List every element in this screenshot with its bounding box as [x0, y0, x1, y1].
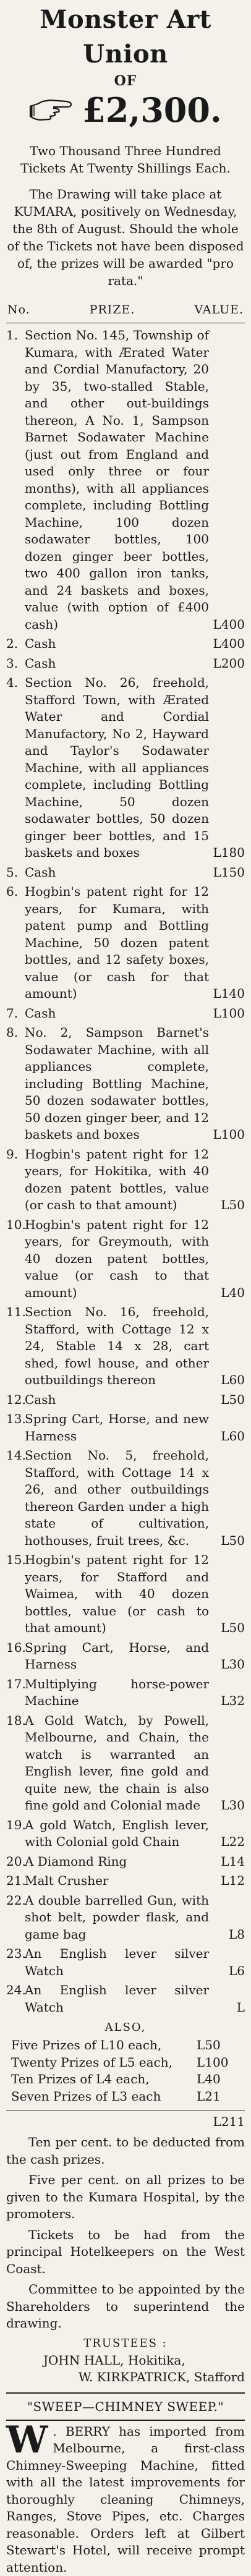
prize-description: A gold Watch, English lever, with Colonial gold Chain [25, 1817, 209, 1851]
drop-cap: W [6, 2425, 48, 2455]
prize-number: 4. [6, 674, 25, 862]
sweep-body [6, 2423, 245, 2576]
prize-number: 11. [6, 1304, 25, 1389]
additional-prize-label: Five Prizes of L10 each, [11, 2037, 197, 2054]
prize-description: Section No. 26, freehold, Stafford Town, with Ærated Water and Cordial Manufactory, No 2, Hayward and Taylor's Sodawater Machine, with all appliances complete, including Bottling Machine, 50 dozen sodawater bottles, 50 dozen ginger beer bottles, and 15 baskets and boxes [25, 674, 209, 862]
prize-number: 22. [6, 1892, 25, 1944]
prize-item [6, 864, 245, 882]
additional-prize-value: L50 [197, 2037, 221, 2054]
prize-item [6, 883, 245, 1003]
prize-number: 14. [6, 1447, 25, 1549]
prize-number: 7. [6, 1005, 25, 1022]
pointing-hand-icon [29, 98, 74, 122]
prize-number: 19. [6, 1817, 25, 1851]
prize-description: Spring Cart, Horse, and new Harness [25, 1411, 209, 1445]
prize-value: L40 [209, 1285, 245, 1302]
additional-prize-label: Twenty Prizes of L5 each, [11, 2054, 197, 2072]
prize-description: Cash [25, 635, 209, 653]
prize-item [6, 1872, 245, 1890]
prize-item [6, 1892, 245, 1944]
prize-number: 15. [6, 1552, 25, 1637]
prize-item [6, 1447, 245, 1549]
prize-value: L60 [209, 1372, 245, 1389]
prize-number: 13. [6, 1411, 25, 1445]
prize-value: L22 [209, 1834, 245, 1851]
trustee-kirkpatrick: W. KIRKPATRICK, Stafford [6, 2369, 245, 2386]
prize-description: Multiplying horse-power Machine [25, 1676, 209, 1710]
prize-value: L32 [209, 1693, 245, 1710]
prize-number: 6. [6, 883, 25, 1003]
prize-number: 5. [6, 864, 25, 882]
additional-prize-label: Ten Prizes of L4 each, [11, 2071, 197, 2088]
prize-description: Cash [25, 1392, 209, 1409]
trustees-heading: TRUSTEES : [6, 2335, 245, 2352]
prize-description: Hogbin's patent right for 12 years, for Greymouth, with 40 dozen patent bottles, value (or cash to that amount) [25, 1217, 209, 1302]
prize-value: L30 [209, 1797, 245, 1814]
prize-number: 24. [6, 1982, 25, 2016]
prize-description: Hogbin's patent right for 12 years, for Stafford and Waimea, with 40 dozen bottles, value (or cash to that amount) [25, 1552, 209, 1637]
prize-number: 10. [6, 1217, 25, 1302]
additional-prize-row [6, 2037, 245, 2054]
prize-number: 18. [6, 1712, 25, 1814]
prize-value: L100 [209, 1005, 245, 1022]
prize-item [6, 1552, 245, 1637]
prize-description: Hogbin's patent right for 12 years, for Hokitika, with 40 dozen patent bottles, value (or cash to that amount) [25, 1146, 209, 1214]
prize-item [6, 1024, 245, 1144]
also-heading: ALSO, [6, 2018, 245, 2037]
note-tickets: Tickets to be had from the principal Hotelkeepers on the West Coast. [6, 2227, 245, 2278]
prize-description: Malt Crusher [25, 1872, 209, 1890]
prize-description: Section No. 145, Township of Kumara, with Ærated Water and Cordial Manufactory, 20 by 35, two-stalled Stable, and other out-buildings thereon, A No. 1, Sampson Barnet Sodawater Machine (just out from England and used only three or four months), with all appliances complete, including Bottling Machine, 100 dozen sodawater bottles, 100 dozen ginger beer bottles, two 400 gallon iron tanks, and 24 baskets and boxes, value (with option of £400 cash) [25, 327, 209, 633]
prize-list [6, 327, 245, 2016]
column-prize: PRIZE. [90, 300, 135, 319]
title-of: OF [6, 72, 245, 90]
prize-value: L100 [209, 1126, 245, 1144]
prize-item [6, 1712, 245, 1814]
prize-value: L60 [209, 1428, 245, 1445]
sweep-divider [6, 2420, 245, 2421]
prize-value: L50 [209, 1532, 245, 1550]
prize-item [6, 674, 245, 862]
prize-number: 1. [6, 327, 25, 633]
note-hospital: Five per cent. on all prizes to be given to the Kumara Hospital, by the promoters. [6, 2172, 245, 2223]
prize-number: 21. [6, 1872, 25, 1890]
section-divider [6, 2392, 245, 2394]
prize-value: L [209, 1999, 245, 2017]
prize-amount: £2,300. [82, 90, 221, 130]
column-no: No. [7, 300, 30, 319]
prize-item [6, 1146, 245, 1214]
additional-prize-row [6, 2071, 245, 2088]
prize-number: 3. [6, 655, 25, 673]
prize-value: L50 [209, 1392, 245, 1409]
prize-value: L180 [209, 844, 245, 862]
prize-description: Spring Cart, Horse, and Harness [25, 1639, 209, 1673]
column-value: VALUE. [194, 300, 244, 319]
drawing-info: The Drawing will take place at KUMARA, positively on Wednesday, the 8th of August. Should the whole of the Tickets not have been disposed of, the prizes will be awarded "pro rata." [6, 185, 245, 289]
prize-description: An English lever silver Watch [25, 1945, 209, 1979]
prize-description: A double barrelled Gun, with shot belt, powder flask, and game bag [25, 1892, 209, 1944]
additional-prize-value: L21 [197, 2088, 221, 2106]
prize-value: L50 [209, 1197, 245, 1214]
prize-number: 8. [6, 1024, 25, 1144]
prize-item [6, 1853, 245, 1871]
page-title: Monster Art Union [6, 0, 245, 72]
prize-description: An English lever silver Watch [25, 1982, 209, 2016]
prize-description: Cash [25, 864, 209, 882]
prize-description: Hogbin's patent right for 12 years, for Kumara, with patent pump and Bottling Machine, 50 dozen patent bottles, and 12 safety boxes, value (or cash for that amount) [25, 883, 209, 1003]
additional-prize-value: L100 [197, 2054, 228, 2072]
prize-description: Section No. 5, freehold, Stafford, with Cottage 14 x 26, and other outbuildings thereon Garden under a high state of cultivation, hothouses, fruit trees, &c. [25, 1447, 209, 1549]
prize-item [6, 655, 245, 673]
prize-number: 12. [6, 1392, 25, 1409]
note-committee: Committee to be appointed by the Shareholders to superintend the drawing. [6, 2281, 245, 2332]
prize-number: 17. [6, 1676, 25, 1710]
prize-value: L6 [209, 1963, 245, 1980]
prize-item [6, 1817, 245, 1851]
trustee-hall: JOHN HALL, Hokitika, [6, 2352, 245, 2370]
prize-value: L200 [209, 655, 245, 673]
prize-table-header [6, 300, 245, 319]
additional-prize-value: L40 [197, 2071, 221, 2088]
prize-number: 9. [6, 1146, 25, 1214]
prize-value: L14 [209, 1853, 245, 1871]
prize-value: L30 [209, 1656, 245, 1673]
prize-description: Section No. 16, freehold, Stafford, with Cottage 12 x 24, Stable 14 x 28, cart shed, fowl house, and other outbuildings thereon [25, 1304, 209, 1389]
prize-number: 23. [6, 1945, 25, 1979]
prize-item [6, 327, 245, 633]
additional-prizes [6, 2037, 245, 2105]
prize-item [6, 1217, 245, 1302]
prize-item [6, 1005, 245, 1022]
prize-value: L150 [209, 864, 245, 882]
prize-number: 2. [6, 635, 25, 653]
prize-item [6, 1392, 245, 1409]
prize-value: L50 [209, 1620, 245, 1637]
prize-number: 16. [6, 1639, 25, 1673]
prize-value: L400 [209, 635, 245, 653]
prize-description: Cash [25, 1005, 209, 1022]
prize-description: No. 2, Sampson Barnet's Sodawater Machine, with all appliances complete, including Bottling Machine, 50 dozen sodawater bottles, 50 dozen ginger beer, and 12 baskets and boxes [25, 1024, 209, 1144]
prize-item [6, 1639, 245, 1673]
additional-prize-label: Seven Prizes of L3 each [11, 2088, 197, 2106]
prize-value: L400 [209, 616, 245, 634]
prize-item [6, 1676, 245, 1710]
total-row [6, 2110, 245, 2130]
prize-item [6, 1982, 245, 2016]
sweep-heading: "SWEEP—CHIMNEY SWEEP." [6, 2396, 245, 2417]
prize-description: A Diamond Ring [25, 1853, 209, 1871]
total-value: L211 [213, 2113, 245, 2130]
additional-prize-row [6, 2088, 245, 2106]
prize-number: 20. [6, 1853, 25, 1871]
prize-description: Cash [25, 655, 209, 673]
prize-item [6, 1411, 245, 1445]
prize-value: L12 [209, 1872, 245, 1890]
prize-item [6, 1304, 245, 1389]
prize-item [6, 1945, 245, 1979]
additional-prize-row [6, 2054, 245, 2072]
prize-value: L140 [209, 985, 245, 1003]
prize-description: A Gold Watch, by Powell, Melbourne, and Chain, the watch is warranted an English lever, fine gold and quite new, the chain is also fine gold and Colonial made [25, 1712, 209, 1814]
prize-amount-row [6, 90, 245, 130]
tickets-info: Two Thousand Three Hundred Tickets At Twenty Shillings Each. [6, 142, 245, 177]
note-deduction: Ten per cent. to be deducted from the cash prizes. [6, 2134, 245, 2168]
sweep-text: . BERRY has imported from Melbourne, a first-class Chimney-Sweeping Machine, fitted with all the latest improvements for thoroughly cleaning Chimneys, Ranges, Stove Pipes, etc. Charges reasonable. Orders left at Gilbert Stewart's Hotel, will receive prompt attention. [6, 2424, 245, 2575]
prize-value: L8 [209, 1926, 245, 1944]
prize-item [6, 635, 245, 653]
